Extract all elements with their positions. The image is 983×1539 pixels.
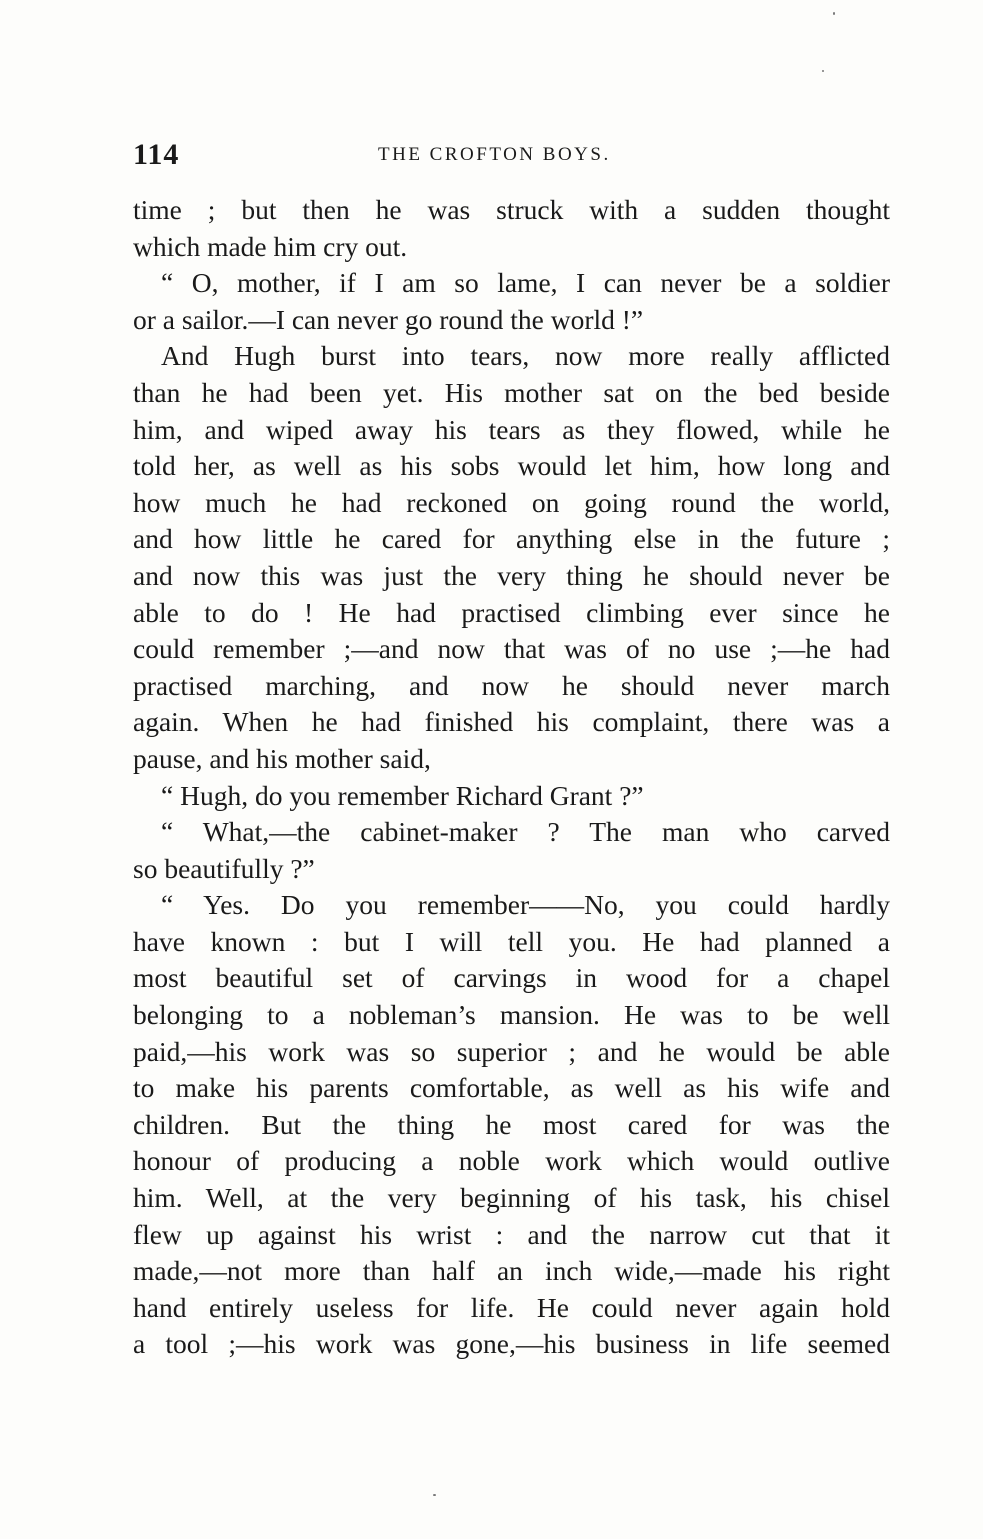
text-line: how much he had reckoned on going round the world,	[133, 486, 890, 518]
text-line: or a sailor.—I can never go round the world !”	[133, 303, 644, 335]
text-line: hand entirely useless for life. He could never again hold	[133, 1291, 890, 1323]
text-line: and how little he cared for anything else in the future ;	[133, 523, 890, 555]
text-line: honour of producing a noble work which would outlive	[133, 1145, 890, 1177]
body-text	[133, 192, 890, 1363]
text-line: practised marching, and now he should never march	[133, 669, 890, 701]
text-line: to make his parents comfortable, as well as his wife and	[133, 1072, 890, 1104]
text-line: and now this was just the very thing he should never be	[133, 559, 890, 591]
text-line: flew up against his wrist : and the narrow cut that it	[133, 1218, 890, 1250]
page-header	[133, 138, 893, 174]
text-line: children. But the thing he most cared for was the	[133, 1108, 890, 1140]
text-line: “ What,—the cabinet-maker ? The man who carved	[161, 816, 890, 848]
running-head: THE CROFTON BOYS.	[378, 144, 611, 165]
page-number: 114	[133, 138, 180, 171]
text-line: “ O, mother, if I am so lame, I can never be a soldier	[161, 267, 890, 299]
text-line: so beautifully ?”	[133, 852, 315, 884]
ink-speck	[433, 1494, 436, 1496]
ink-speck	[822, 70, 824, 72]
text-line: “ Hugh, do you remember Richard Grant ?”	[161, 779, 644, 811]
text-line: belonging to a nobleman’s mansion. He was to be well	[133, 999, 890, 1031]
text-line: paid,—his work was so superior ; and he would be able	[133, 1035, 890, 1067]
text-line: And Hugh burst into tears, now more really afflicted	[161, 340, 890, 372]
text-line: “ Yes. Do you remember——No, you could hardly	[161, 889, 890, 921]
text-line: told her, as well as his sobs would let him, how long and	[133, 450, 890, 482]
text-line: him, and wiped away his tears as they flowed, while he	[133, 413, 890, 445]
text-line: able to do ! He had practised climbing ever since he	[133, 596, 890, 628]
text-line: than he had been yet. His mother sat on the bed beside	[133, 376, 890, 408]
text-line: could remember ;—and now that was of no use ;—he had	[133, 633, 890, 665]
text-line: time ; but then he was struck with a sudden thought	[133, 194, 890, 225]
text-line: made,—not more than half an inch wide,—made his right	[133, 1255, 890, 1287]
text-line: a tool ;—his work was gone,—his business in life seemed	[133, 1328, 890, 1360]
text-line: most beautiful set of carvings in wood for a chapel	[133, 962, 890, 994]
ink-speck	[833, 12, 835, 15]
text-line: have known : but I will tell you. He had planned a	[133, 925, 890, 957]
text-line: which made him cry out.	[133, 230, 408, 262]
text-line: again. When he had finished his complaint, there was a	[133, 706, 890, 738]
text-line: pause, and his mother said,	[133, 742, 431, 774]
text-line: him. Well, at the very beginning of his task, his chisel	[133, 1182, 890, 1214]
